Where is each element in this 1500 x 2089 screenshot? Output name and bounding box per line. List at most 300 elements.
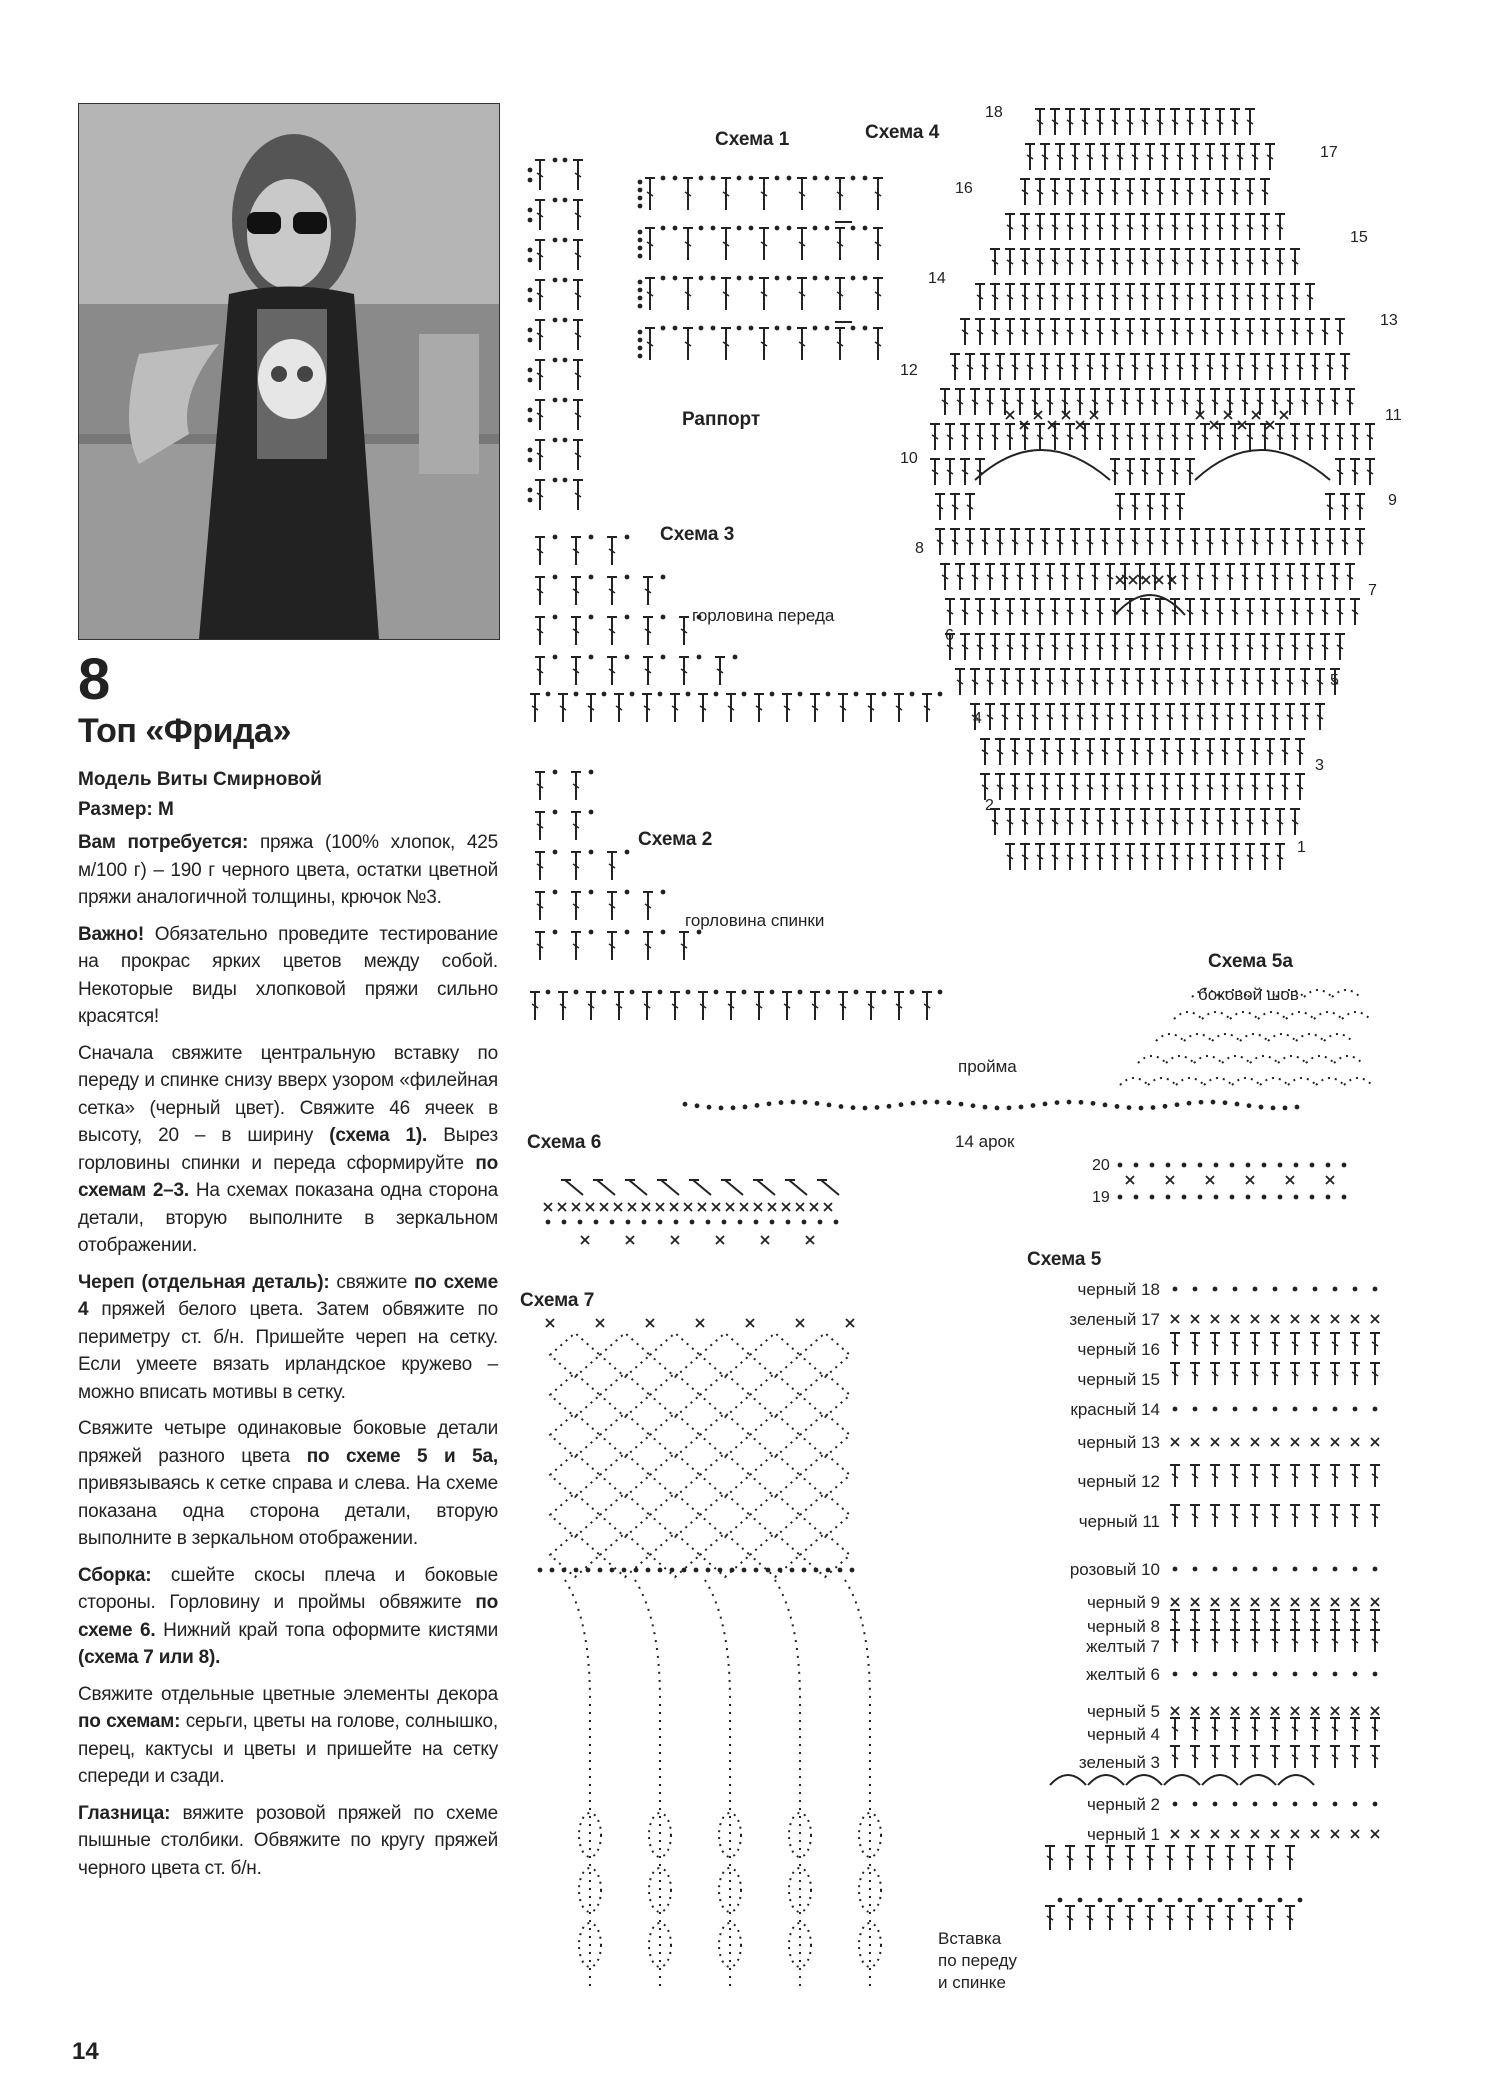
- chain-stitch-symbol: [731, 1105, 736, 1110]
- chain-stitch-symbol: [683, 1102, 688, 1107]
- chain-stitch-symbol: [528, 218, 533, 223]
- chain-stitch-symbol: [854, 692, 859, 697]
- chain-stitch-symbol: [638, 230, 643, 235]
- chain-stitch-symbol: [574, 1568, 579, 1573]
- chain-stitch-symbol: [742, 1568, 747, 1573]
- chain-stitch-symbol: [550, 1568, 555, 1573]
- chain-stitch-symbol: [638, 280, 643, 285]
- chain-stitch-symbol: [714, 990, 719, 995]
- chain-stitch-symbol: [711, 276, 716, 281]
- chain-stitch-symbol: [682, 1568, 687, 1573]
- decor-paragraph: Свяжите отдельные цветные элементы декора по схемам: серьги, цветы на голове, солнышко, перец, кактусы и цветы и пришейте на сетку спереди и сзади.: [78, 1683, 498, 1787]
- chain-stitch-symbol: [674, 1220, 679, 1225]
- mesh-diamond: [700, 1493, 750, 1537]
- chain-stitch-symbol: [553, 358, 558, 363]
- chain-stitch-symbol: [983, 1105, 988, 1110]
- chain-stitch-symbol: [528, 178, 533, 183]
- chain-stitch-symbol: [911, 1101, 916, 1106]
- mesh-diamond: [750, 1333, 800, 1377]
- chain-stitch-symbol: [589, 575, 594, 580]
- chain-arc: [1288, 1078, 1316, 1085]
- row-number: 5: [1330, 672, 1339, 689]
- chain-stitch-symbol: [1166, 1195, 1171, 1200]
- chain-stitch-symbol: [767, 1101, 772, 1106]
- chain-stitch-symbol: [658, 692, 663, 697]
- chain-stitch-symbol: [1247, 1103, 1252, 1108]
- chain-stitch-symbol: [875, 1105, 880, 1110]
- chain-stitch-symbol: [1293, 1567, 1298, 1572]
- chain-stitch-symbol: [638, 188, 643, 193]
- chain-stitch-symbol: [695, 1103, 700, 1108]
- chain-arc: [1286, 1012, 1314, 1019]
- chain-arc: [1138, 1056, 1166, 1063]
- chain-stitch-symbol: [553, 810, 558, 815]
- mesh-diamond: [650, 1413, 700, 1457]
- chain-stitch-symbol: [578, 1220, 583, 1225]
- chain-stitch-symbol: [553, 398, 558, 403]
- chain-stitch-symbol: [714, 692, 719, 697]
- chain-stitch-symbol: [1262, 1195, 1267, 1200]
- chain-stitch-symbol: [1166, 1163, 1171, 1168]
- chain-stitch-symbol: [1293, 1802, 1298, 1807]
- chain-stitch-symbol: [697, 655, 702, 660]
- chain-arc: [1260, 1078, 1288, 1085]
- chain-stitch-symbol: [630, 692, 635, 697]
- slanted-stitch: [757, 1180, 775, 1195]
- chain-stitch-symbol: [1253, 1672, 1258, 1677]
- mesh-diamond: [600, 1493, 650, 1537]
- chain-stitch-symbol: [528, 408, 533, 413]
- chain-stitch-symbol: [1198, 1898, 1203, 1903]
- chain-stitch-symbol: [638, 288, 643, 293]
- schema5a-side-seam-label: боковой шов: [1198, 985, 1299, 1004]
- chain-stitch-symbol: [1163, 1104, 1168, 1109]
- mesh-diamond: [600, 1453, 650, 1497]
- mesh-diamond: [700, 1373, 750, 1417]
- chain-stitch-symbol: [563, 158, 568, 163]
- chain-stitch-symbol: [1278, 1898, 1283, 1903]
- chain-stitch-symbol: [1173, 1802, 1178, 1807]
- chain-stitch-symbol: [787, 226, 792, 231]
- chain-arc: [1230, 1012, 1258, 1019]
- chain-stitch-symbol: [1333, 1802, 1338, 1807]
- chain-stitch-symbol: [1235, 1102, 1240, 1107]
- chain-stitch-symbol: [528, 168, 533, 173]
- mesh-diamond: [600, 1333, 650, 1377]
- chain-stitch-symbol: [528, 378, 533, 383]
- chain-stitch-symbol: [813, 276, 818, 281]
- chain-stitch-symbol: [766, 1568, 771, 1573]
- chain-stitch-symbol: [1178, 1898, 1183, 1903]
- chain-arc: [1304, 990, 1332, 997]
- chain-stitch-symbol: [553, 238, 558, 243]
- chain-stitch-symbol: [697, 930, 702, 935]
- row-number: 15: [1350, 229, 1368, 246]
- chain-stitch-symbol: [1233, 1567, 1238, 1572]
- chain-stitch-symbol: [638, 304, 643, 309]
- eye-arc: [1195, 450, 1330, 480]
- chain-stitch-symbol: [887, 1104, 892, 1109]
- chain-stitch-symbol: [1333, 1407, 1338, 1412]
- schema5-row-label: черный 16: [1077, 1340, 1160, 1359]
- chain-stitch-symbol: [1278, 1163, 1283, 1168]
- chain-stitch-symbol: [813, 176, 818, 181]
- chain-stitch-symbol: [1019, 1105, 1024, 1110]
- eye-arc: [975, 450, 1110, 480]
- chain-stitch-symbol: [1373, 1407, 1378, 1412]
- schema5-row-label: желтый 7: [1086, 1637, 1160, 1656]
- chain-stitch-symbol: [850, 1568, 855, 1573]
- chain-stitch-symbol: [528, 448, 533, 453]
- chain-stitch-symbol: [562, 1568, 567, 1573]
- chain-stitch-symbol: [1353, 1407, 1358, 1412]
- chain-stitch-symbol: [1007, 1105, 1012, 1110]
- chain-stitch-symbol: [1139, 1106, 1144, 1111]
- chain-stitch-symbol: [1326, 1195, 1331, 1200]
- chain-stitch-symbol: [1043, 1101, 1048, 1106]
- chain-stitch-symbol: [775, 226, 780, 231]
- chain-stitch-symbol: [1353, 1287, 1358, 1292]
- chain-stitch-symbol: [722, 1220, 727, 1225]
- chain-stitch-symbol: [1294, 1195, 1299, 1200]
- chain-stitch-symbol: [1103, 1102, 1108, 1107]
- chain-stitch-symbol: [658, 1220, 663, 1225]
- chain-stitch-symbol: [1313, 1672, 1318, 1677]
- chain-stitch-symbol: [642, 1220, 647, 1225]
- chain-stitch-symbol: [882, 990, 887, 995]
- chain-stitch-symbol: [1271, 1106, 1276, 1111]
- chain-stitch-symbol: [1233, 1287, 1238, 1292]
- chain-stitch-symbol: [834, 1220, 839, 1225]
- chain-stitch-symbol: [528, 208, 533, 213]
- chain-stitch-symbol: [1326, 1163, 1331, 1168]
- chain-stitch-symbol: [959, 1102, 964, 1107]
- chain-stitch-symbol: [1259, 1105, 1264, 1110]
- chain-arc: [1204, 1078, 1232, 1085]
- mesh-diamond: [800, 1373, 850, 1417]
- chain-stitch-symbol: [528, 488, 533, 493]
- chain-stitch-symbol: [563, 398, 568, 403]
- chain-stitch-symbol: [1373, 1672, 1378, 1677]
- chain-stitch-symbol: [1218, 1898, 1223, 1903]
- chain-stitch-symbol: [1173, 1567, 1178, 1572]
- chain-stitch-symbol: [1198, 1195, 1203, 1200]
- chain-stitch-symbol: [626, 1220, 631, 1225]
- tassel-chain: [845, 1580, 870, 1990]
- chain-stitch-symbol: [1199, 1100, 1204, 1105]
- chain-stitch-symbol: [825, 276, 830, 281]
- chain-stitch-symbol: [686, 990, 691, 995]
- chain-arc: [1324, 1034, 1352, 1041]
- chain-arc: [1166, 1056, 1194, 1063]
- chain-stitch-symbol: [1193, 1287, 1198, 1292]
- chain-stitch-symbol: [1214, 1163, 1219, 1168]
- chain-stitch-symbol: [1233, 1407, 1238, 1412]
- chain-stitch-symbol: [625, 930, 630, 935]
- chain-stitch-symbol: [742, 692, 747, 697]
- chain-stitch-symbol: [749, 226, 754, 231]
- chain-arc: [1278, 1056, 1306, 1063]
- schema5-row-label: черный 4: [1086, 1725, 1160, 1744]
- chain-stitch-symbol: [743, 1105, 748, 1110]
- chain-stitch-symbol: [622, 1568, 627, 1573]
- chain-stitch-symbol: [574, 990, 579, 995]
- chain-stitch-symbol: [863, 176, 868, 181]
- chain-arc: [1120, 1078, 1148, 1085]
- chain-stitch-symbol: [863, 276, 868, 281]
- chain-stitch-symbol: [1313, 1287, 1318, 1292]
- slanted-stitch: [661, 1180, 679, 1195]
- chain-stitch-symbol: [538, 1568, 543, 1573]
- mesh-diamond: [650, 1373, 700, 1417]
- chain-stitch-symbol: [1150, 1195, 1155, 1200]
- chain-arc: [1176, 1078, 1204, 1085]
- mesh-diamond: [750, 1453, 800, 1497]
- chain-stitch-symbol: [673, 176, 678, 181]
- chain-stitch-symbol: [638, 346, 643, 351]
- schema4-title: Схема 4: [865, 122, 940, 143]
- chain-stitch-symbol: [798, 990, 803, 995]
- schema5a-title: Схема 5а: [1208, 951, 1293, 972]
- chain-stitch-symbol: [699, 176, 704, 181]
- chain-stitch-symbol: [528, 288, 533, 293]
- chain-stitch-symbol: [553, 318, 558, 323]
- chain-stitch-symbol: [528, 338, 533, 343]
- chain-stitch-symbol: [625, 655, 630, 660]
- chain-stitch-symbol: [938, 692, 943, 697]
- chain-stitch-symbol: [737, 176, 742, 181]
- chain-stitch-symbol: [589, 890, 594, 895]
- chain-stitch-symbol: [851, 176, 856, 181]
- model-author: Модель Виты Смирновой: [78, 769, 322, 790]
- chain-stitch-symbol: [813, 226, 818, 231]
- chain-stitch-symbol: [1273, 1672, 1278, 1677]
- chain-stitch-symbol: [1293, 1287, 1298, 1292]
- chain-stitch-symbol: [814, 1568, 819, 1573]
- chain-stitch-symbol: [1079, 1100, 1084, 1105]
- chain-stitch-symbol: [738, 1220, 743, 1225]
- chain-stitch-symbol: [839, 1104, 844, 1109]
- chain-stitch-symbol: [589, 810, 594, 815]
- chain-stitch-symbol: [658, 990, 663, 995]
- chain-stitch-symbol: [1182, 1163, 1187, 1168]
- schema5-row-label: черный 11: [1078, 1512, 1160, 1531]
- chain-stitch-symbol: [910, 990, 915, 995]
- row-number: 14: [928, 270, 946, 287]
- chain-stitch-symbol: [658, 1568, 663, 1573]
- chain-stitch-symbol: [730, 1568, 735, 1573]
- chain-stitch-symbol: [602, 692, 607, 697]
- chain-stitch-symbol: [737, 226, 742, 231]
- mesh-diamond: [650, 1333, 700, 1377]
- chain-stitch-symbol: [1173, 1287, 1178, 1292]
- mesh-diamond: [750, 1493, 800, 1537]
- schema7-title: Схема 7: [520, 1290, 595, 1311]
- chain-stitch-symbol: [1353, 1802, 1358, 1807]
- mesh-diamond: [800, 1333, 850, 1377]
- chain-stitch-symbol: [699, 226, 704, 231]
- chain-stitch-symbol: [1134, 1163, 1139, 1168]
- chain-stitch-symbol: [610, 1568, 615, 1573]
- chain-stitch-symbol: [699, 326, 704, 331]
- schema5-row-label: зеленый 17: [1069, 1310, 1160, 1329]
- chain-stitch-symbol: [589, 930, 594, 935]
- chain-stitch-symbol: [1298, 1898, 1303, 1903]
- slanted-stitch: [597, 1180, 615, 1195]
- chain-stitch-symbol: [638, 204, 643, 209]
- chain-stitch-symbol: [1313, 1802, 1318, 1807]
- chain-stitch-symbol: [638, 180, 643, 185]
- chain-stitch-symbol: [742, 990, 747, 995]
- chain-stitch-symbol: [625, 535, 630, 540]
- tassel-loop: [579, 1813, 601, 1857]
- chain-arc: [1194, 1056, 1222, 1063]
- chain-stitch-symbol: [528, 498, 533, 503]
- chain-stitch-symbol: [1310, 1163, 1315, 1168]
- chain-stitch-symbol: [563, 198, 568, 203]
- arc-stitch: [1126, 1775, 1162, 1785]
- chain-stitch-symbol: [1342, 1195, 1347, 1200]
- chain-stitch-symbol: [553, 770, 558, 775]
- chain-stitch-symbol: [1213, 1567, 1218, 1572]
- chain-stitch-symbol: [528, 258, 533, 263]
- chain-stitch-symbol: [737, 326, 742, 331]
- chain-stitch-symbol: [553, 478, 558, 483]
- mesh-diamond: [550, 1413, 600, 1457]
- mesh-diamond: [650, 1493, 700, 1537]
- mesh-diamond: [800, 1493, 850, 1537]
- chain-stitch-symbol: [787, 326, 792, 331]
- schema5-row-label: желтый 6: [1086, 1665, 1160, 1684]
- chain-stitch-symbol: [1182, 1195, 1187, 1200]
- schema5-row-label: розовый 10: [1069, 1560, 1160, 1579]
- chain-stitch-symbol: [754, 1220, 759, 1225]
- chain-stitch-symbol: [711, 176, 716, 181]
- chain-stitch-symbol: [749, 326, 754, 331]
- chain-stitch-symbol: [528, 418, 533, 423]
- row-number: 8: [915, 540, 924, 557]
- chain-stitch-symbol: [1313, 1407, 1318, 1412]
- chain-arc: [1332, 990, 1360, 997]
- chain-stitch-symbol: [528, 458, 533, 463]
- schema5-row-label: черный 12: [1077, 1472, 1160, 1491]
- chain-stitch-symbol: [770, 1220, 775, 1225]
- chain-arc: [1306, 1056, 1334, 1063]
- chain-stitch-symbol: [813, 326, 818, 331]
- chain-stitch-symbol: [1158, 1898, 1163, 1903]
- schema5-row-labels: [1069, 1280, 1160, 1844]
- chain-stitch-symbol: [1031, 1103, 1036, 1108]
- chain-stitch-symbol: [563, 318, 568, 323]
- chain-stitch-symbol: [1198, 1163, 1203, 1168]
- schema5-row-label: черный 8: [1086, 1617, 1160, 1636]
- chain-stitch-symbol: [1273, 1407, 1278, 1412]
- chain-stitch-symbol: [935, 1100, 940, 1105]
- chain-stitch-symbol: [1151, 1105, 1156, 1110]
- mesh-diamond: [550, 1333, 600, 1377]
- chain-stitch-symbol: [775, 276, 780, 281]
- chain-stitch-symbol: [770, 990, 775, 995]
- chain-stitch-symbol: [553, 535, 558, 540]
- row-number: 7: [1368, 582, 1377, 599]
- chain-arc: [1258, 1012, 1286, 1019]
- chain-stitch-symbol: [1173, 1407, 1178, 1412]
- chain-stitch-symbol: [661, 655, 666, 660]
- chain-stitch-symbol: [630, 990, 635, 995]
- schema5-row-label: черный 15: [1077, 1370, 1160, 1389]
- chain-stitch-symbol: [882, 692, 887, 697]
- chain-stitch-symbol: [754, 1568, 759, 1573]
- schema5-row-label: черный 1: [1086, 1825, 1160, 1844]
- slanted-stitch: [821, 1180, 839, 1195]
- chain-stitch-symbol: [971, 1103, 976, 1108]
- mesh-diamond: [800, 1413, 850, 1457]
- chain-stitch-symbol: [1333, 1287, 1338, 1292]
- arc-stitch: [1164, 1775, 1200, 1785]
- chain-stitch-symbol: [1283, 1105, 1288, 1110]
- chain-stitch-symbol: [1173, 1672, 1178, 1677]
- chain-arc: [1314, 1012, 1342, 1019]
- arc-stitch: [1050, 1775, 1086, 1785]
- chain-stitch-symbol: [1115, 1104, 1120, 1109]
- schema5-row-label: красный 14: [1070, 1400, 1160, 1419]
- chain-stitch-symbol: [589, 770, 594, 775]
- chain-stitch-symbol: [594, 1220, 599, 1225]
- chain-stitch-symbol: [553, 930, 558, 935]
- insert-paragraph: Сначала свяжите центральную вставку по переду и спинке снизу вверх узором «филейная сетка» (черный цвет). Свяжите 46 ячеек в высоту, 20 – в ширину (схема 1). Вырез горловины спинки и переда сформируйте по схемам 2–3. На схемах показана одна сторона детали, вторую выполните в зеркальном отображении.: [78, 1042, 498, 1256]
- chain-arc: [1222, 1056, 1250, 1063]
- chain-stitch-symbol: [610, 1220, 615, 1225]
- chain-stitch-symbol: [826, 692, 831, 697]
- chain-stitch-symbol: [625, 575, 630, 580]
- chain-stitch-symbol: [854, 990, 859, 995]
- chain-stitch-symbol: [815, 1101, 820, 1106]
- chain-stitch-symbol: [786, 1220, 791, 1225]
- chain-stitch-symbol: [770, 692, 775, 697]
- chain-stitch-symbol: [528, 328, 533, 333]
- chain-stitch-symbol: [719, 1106, 724, 1111]
- schema5-title: Схема 5: [1027, 1249, 1102, 1270]
- chain-stitch-symbol: [553, 655, 558, 660]
- chain-stitch-symbol: [638, 354, 643, 359]
- chain-stitch-symbol: [706, 1220, 711, 1225]
- chain-stitch-symbol: [1213, 1802, 1218, 1807]
- chain-stitch-symbol: [699, 276, 704, 281]
- row-number: 3: [1315, 757, 1324, 774]
- chain-stitch-symbol: [1294, 1163, 1299, 1168]
- chain-stitch-symbol: [553, 575, 558, 580]
- row-number: 11: [1385, 407, 1402, 424]
- chain-stitch-symbol: [749, 276, 754, 281]
- side-parts-paragraph: Свяжите четыре одинаковые боковые детали пряжей разного цвета по схеме 5 и 5а, привязываясь к сетке справа и слева. На схеме показана одна сторона детали, вторую выполните в зеркальном отображении.: [78, 1418, 498, 1549]
- chain-stitch-symbol: [1262, 1163, 1267, 1168]
- chain-stitch-symbol: [1273, 1287, 1278, 1292]
- chain-stitch-symbol: [825, 226, 830, 231]
- project-title: Топ «Фрида»: [78, 712, 291, 750]
- schema1-title: Схема 1: [715, 129, 790, 150]
- chain-stitch-symbol: [1333, 1672, 1338, 1677]
- tassel-chain: [635, 1580, 660, 1990]
- chain-stitch-symbol: [1134, 1195, 1139, 1200]
- chain-stitch-symbol: [737, 276, 742, 281]
- chain-stitch-symbol: [661, 226, 666, 231]
- chain-arc: [1174, 1012, 1202, 1019]
- chain-stitch-symbol: [638, 254, 643, 259]
- chain-stitch-symbol: [1175, 1102, 1180, 1107]
- schema5-row-label: черный 2: [1086, 1795, 1160, 1814]
- row-number: 10: [900, 450, 918, 467]
- chain-stitch-symbol: [798, 692, 803, 697]
